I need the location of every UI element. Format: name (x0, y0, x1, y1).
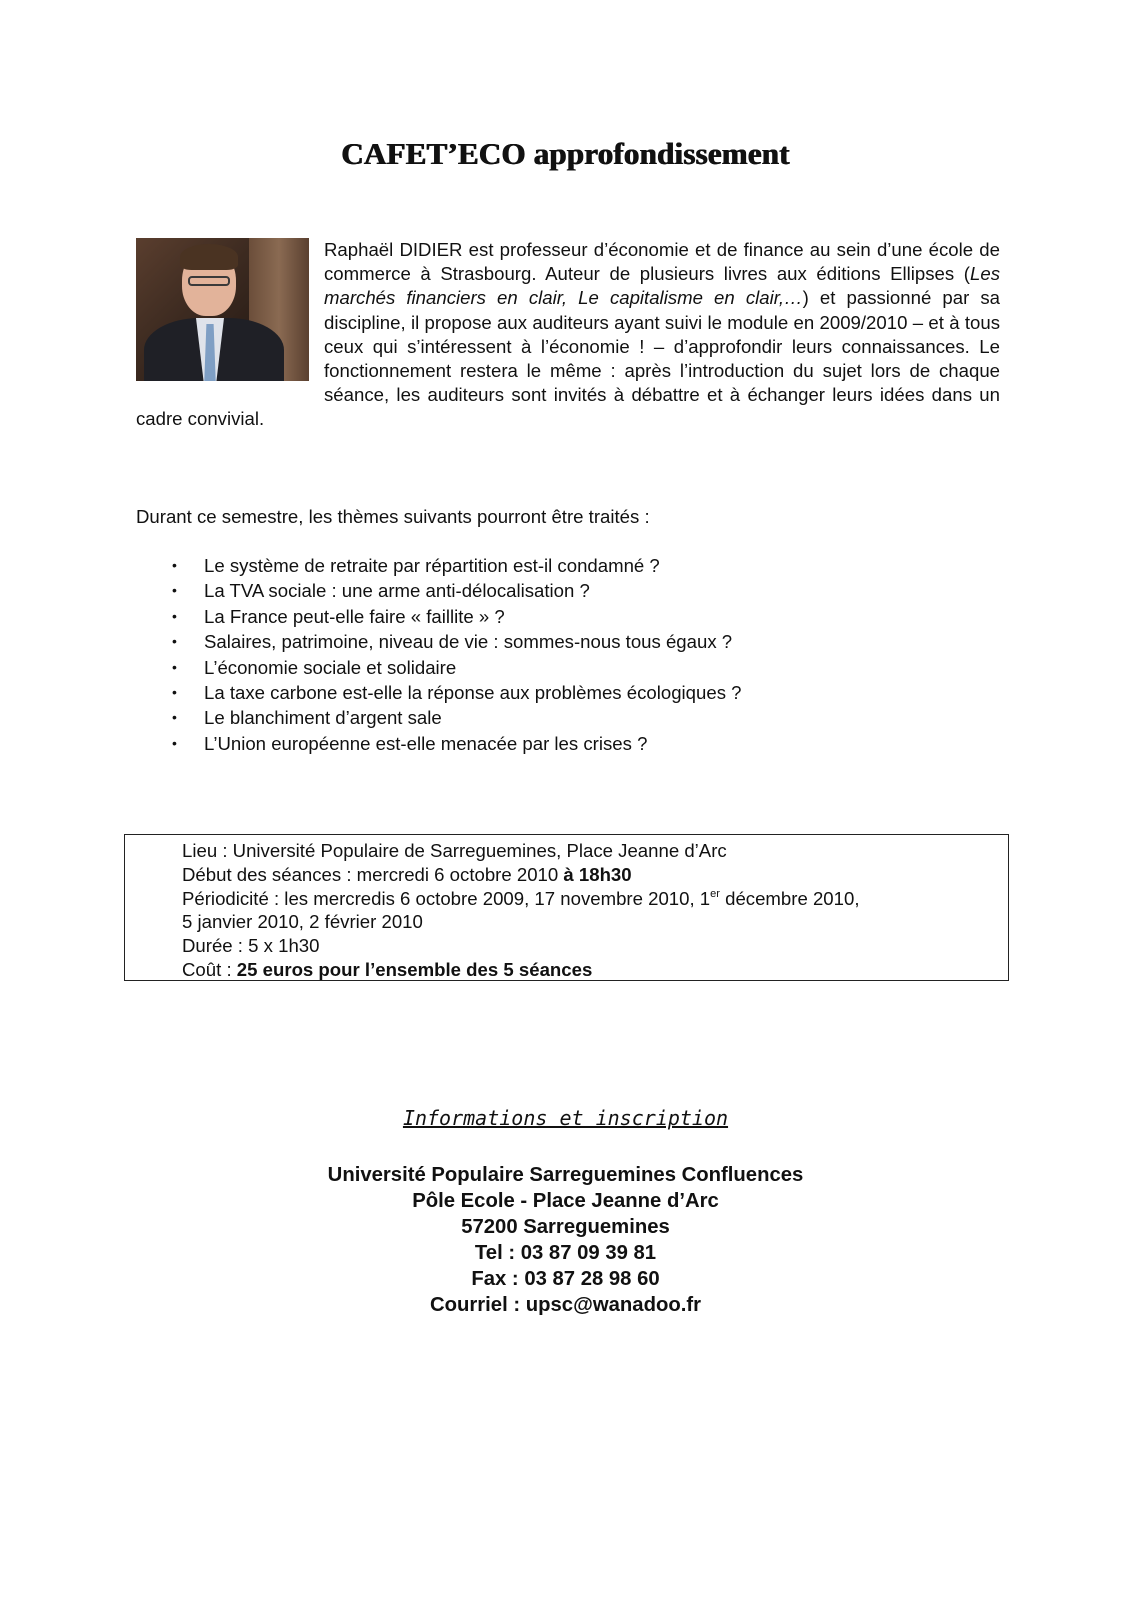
contact-city: 57200 Sarreguemines (461, 1216, 670, 1238)
theme-text: Le système de retraite par répartition est-il condamné ? (204, 555, 660, 576)
theme-text: L’économie sociale et solidaire (204, 656, 457, 678)
info-cout-value: 25 euros pour l’ensemble des 5 séances (236, 958, 593, 980)
theme-list (136, 553, 742, 756)
info-periodicite-a: Périodicité : les mercredis 6 octobre 2009, 17 novembre 2010, 1 (182, 887, 711, 909)
contact-phone: Tel : 03 87 09 39 81 (474, 1242, 657, 1264)
bullet-icon: • (172, 607, 177, 624)
contact-email: Courriel : upsc@wanadoo.fr (429, 1294, 702, 1316)
info-debut-label: Début des séances : mercredi 6 octobre 2010 (182, 863, 564, 885)
info-cout (182, 958, 1008, 982)
bullet-icon: • (172, 709, 177, 726)
info-periodicite-b: décembre 2010, (719, 887, 860, 909)
info-debut (182, 863, 1008, 887)
page-title: CAFET’ECO approfondissement (341, 136, 790, 171)
speaker-photo (136, 238, 309, 381)
bullet-icon: • (172, 658, 177, 675)
intro-book-2: Le capitalisme en clair,… (578, 287, 803, 309)
list-item (136, 629, 742, 654)
intro-text-1: Raphaël DIDIER est professeur d’économie et de finance au sein d’une école de commerce à Strasbourg. Auteur de plusieurs livres aux éditions Ellipses ( (324, 239, 1000, 285)
theme-text: L’Union européenne est-elle menacée par les crises ? (204, 732, 648, 754)
theme-text: Salaires, patrimoine, niveau de vie : sommes-nous tous égaux ? (204, 631, 733, 653)
theme-text: La France peut-elle faire « faillite » ? (204, 605, 505, 627)
list-item (136, 680, 742, 705)
list-item (136, 553, 742, 578)
theme-text: La taxe carbone est-elle la réponse aux problèmes écologiques ? (204, 681, 742, 703)
intro-sep: , (561, 287, 579, 309)
bullet-icon: • (172, 683, 177, 700)
info-cout-label: Coût : (182, 958, 237, 980)
intro-book-1: Les marchés financiers en clair (324, 263, 1000, 309)
contact-address: Pôle Ecole - Place Jeanne d’Arc (412, 1190, 719, 1212)
info-debut-time: à 18h30 (563, 863, 632, 885)
session-info-box (124, 834, 1009, 981)
info-periodicite-sup: er (710, 887, 720, 900)
contact-heading: Informations et inscription (402, 1106, 729, 1130)
bullet-icon: • (172, 633, 177, 650)
bullet-icon: • (172, 557, 177, 573)
list-item (136, 578, 742, 603)
list-item (136, 655, 742, 680)
intro-text-2: ) et passionné par sa discipline, il propose aux auditeurs ayant suivi le module en 2009/2010 – et à tous ceux qui s’intéressent à l’économie ! – d’approfondir leurs connaissances. Le fonctionnement restera le même : après l’introduction du sujet lors de chaque séance, les auditeurs sont invités à débattre et à échanger leurs idées dans un cadre convivial. (136, 287, 1000, 430)
contact-fax: Fax : 03 87 28 98 60 (471, 1268, 660, 1290)
intro-paragraph (136, 238, 1000, 432)
contact-org: Université Populaire Sarreguemines Confluences (327, 1164, 804, 1186)
themes-intro: Durant ce semestre, les thèmes suivants pourront être traités : (136, 506, 650, 527)
info-lieu: Lieu : Université Populaire de Sarreguemines, Place Jeanne d’Arc (182, 840, 727, 861)
theme-text: Le blanchiment d’argent sale (204, 707, 442, 729)
info-periodicite (182, 887, 1008, 911)
list-item (136, 731, 742, 756)
bullet-icon: • (172, 582, 177, 599)
info-periodicite-line2: 5 janvier 2010, 2 février 2010 (182, 911, 423, 933)
list-item (136, 705, 742, 730)
contact-block (0, 1162, 1131, 1318)
info-duree: Durée : 5 x 1h30 (182, 935, 320, 957)
list-item (136, 604, 742, 629)
bullet-icon: • (172, 734, 177, 751)
theme-text: La TVA sociale : une arme anti-délocalisation ? (204, 580, 590, 602)
